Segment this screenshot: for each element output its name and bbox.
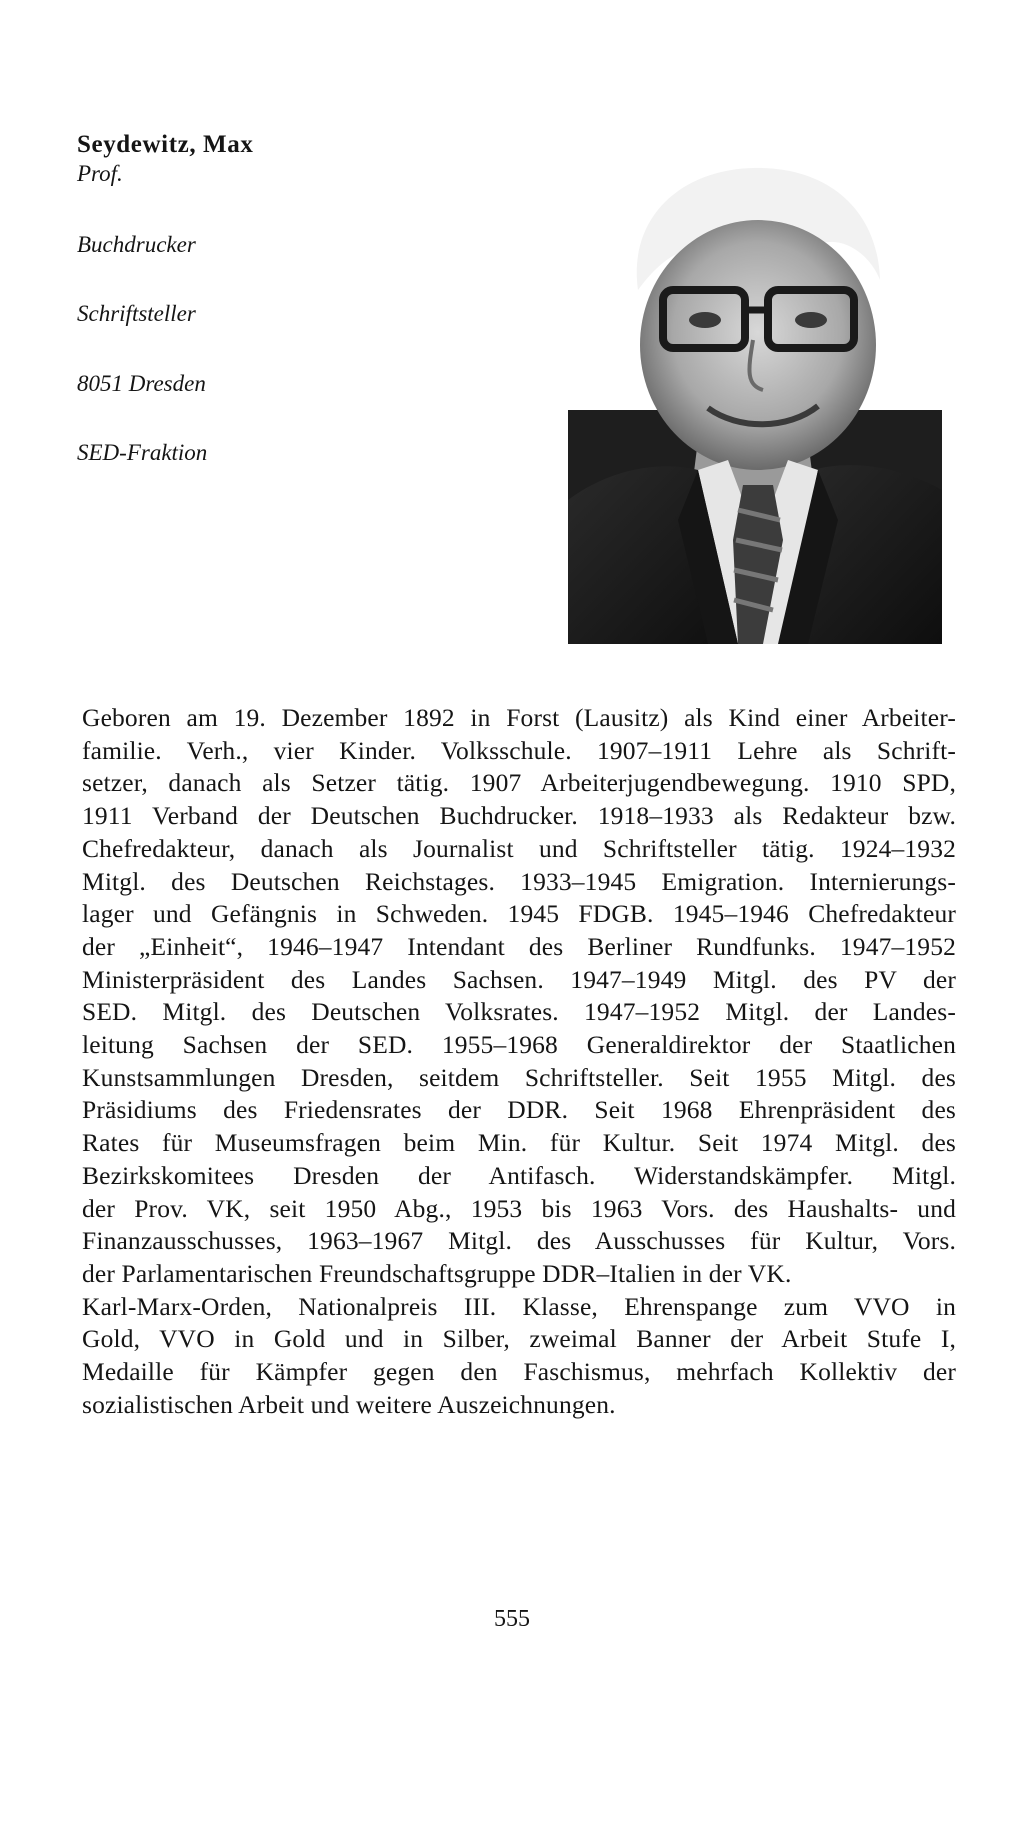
occupation-current: Schriftsteller [77, 301, 196, 326]
page-number: 555 [494, 1606, 530, 1632]
biography-line: der Parlamentarischen Freundschaftsgruppe DDR–Italien in der VK. [82, 1258, 792, 1288]
biography-text [82, 702, 956, 1421]
biography-line: Ministerpräsident des Landes Sachsen. 1947–1949 Mitgl. des PV der [82, 964, 956, 994]
biography-line: Bezirkskomitees Dresden der Antifasch. Widerstandskämpfer. Mitgl. [82, 1160, 956, 1190]
biography-line: der Prov. VK, seit 1950 Abg., 1953 bis 1963 Vors. des Haushalts- und [82, 1193, 956, 1223]
occupation-trained: Buchdrucker [77, 232, 196, 257]
biography-line: familie. Verh., vier Kinder. Volksschule. 1907–1911 Lehre als Schrift- [82, 735, 956, 765]
biography-line: der „Einheit“, 1946–1947 Intendant des Berliner Rundfunks. 1947–1952 [82, 931, 956, 961]
portrait-photo [568, 140, 942, 644]
person-name: Seydewitz, Max [77, 131, 254, 158]
biography-line: Medaille für Kämpfer gegen den Faschismus, mehrfach Kollektiv der [82, 1357, 956, 1387]
biography-line: leitung Sachsen der SED. 1955–1968 Generaldirektor der Staatlichen [82, 1030, 956, 1060]
biography-line: Kunstsammlungen Dresden, seitdem Schriftsteller. Seit 1955 Mitgl. des [82, 1062, 956, 1092]
biography-line: setzer, danach als Setzer tätig. 1907 Arbeiterjugendbewegung. 1910 SPD, [82, 768, 956, 798]
residence: 8051 Dresden [77, 371, 206, 396]
biography-line: Rates für Museumsfragen beim Min. für Kultur. Seit 1974 Mitgl. des [82, 1128, 956, 1158]
biography-line: Geboren am 19. Dezember 1892 in Forst (Lausitz) als Kind einer Arbeiter- [82, 703, 956, 732]
biography-line: SED. Mitgl. des Deutschen Volksrates. 1947–1952 Mitgl. der Landes- [82, 997, 956, 1027]
biography-line: sozialistischen Arbeit und weitere Auszeichnungen. [82, 1389, 616, 1419]
person-title: Prof. [77, 161, 123, 186]
biography-line: 1911 Verband der Deutschen Buchdrucker. 1918–1933 als Redakteur bzw. [82, 801, 956, 831]
biography-line: Karl-Marx-Orden, Nationalpreis III. Klasse, Ehrenspange zum VVO in [82, 1291, 956, 1321]
biography-line: Chefredakteur, danach als Journalist und Schriftsteller tätig. 1924–1932 [82, 833, 956, 863]
biography-line: Gold, VVO in Gold und in Silber, zweimal Banner der Arbeit Stufe I, [82, 1324, 956, 1354]
biography-line: Präsidiums des Friedensrates der DDR. Seit 1968 Ehrenpräsident des [82, 1095, 956, 1125]
person-header [77, 130, 507, 465]
parliamentary-group: SED-Fraktion [77, 440, 208, 465]
biography-line: Mitgl. des Deutschen Reichstages. 1933–1945 Emigration. Internierungs- [82, 866, 956, 896]
biography-line: lager und Gefängnis in Schweden. 1945 FDGB. 1945–1946 Chefredakteur [82, 899, 956, 929]
biography-line: Finanzausschusses, 1963–1967 Mitgl. des Ausschusses für Kultur, Vors. [82, 1226, 956, 1256]
